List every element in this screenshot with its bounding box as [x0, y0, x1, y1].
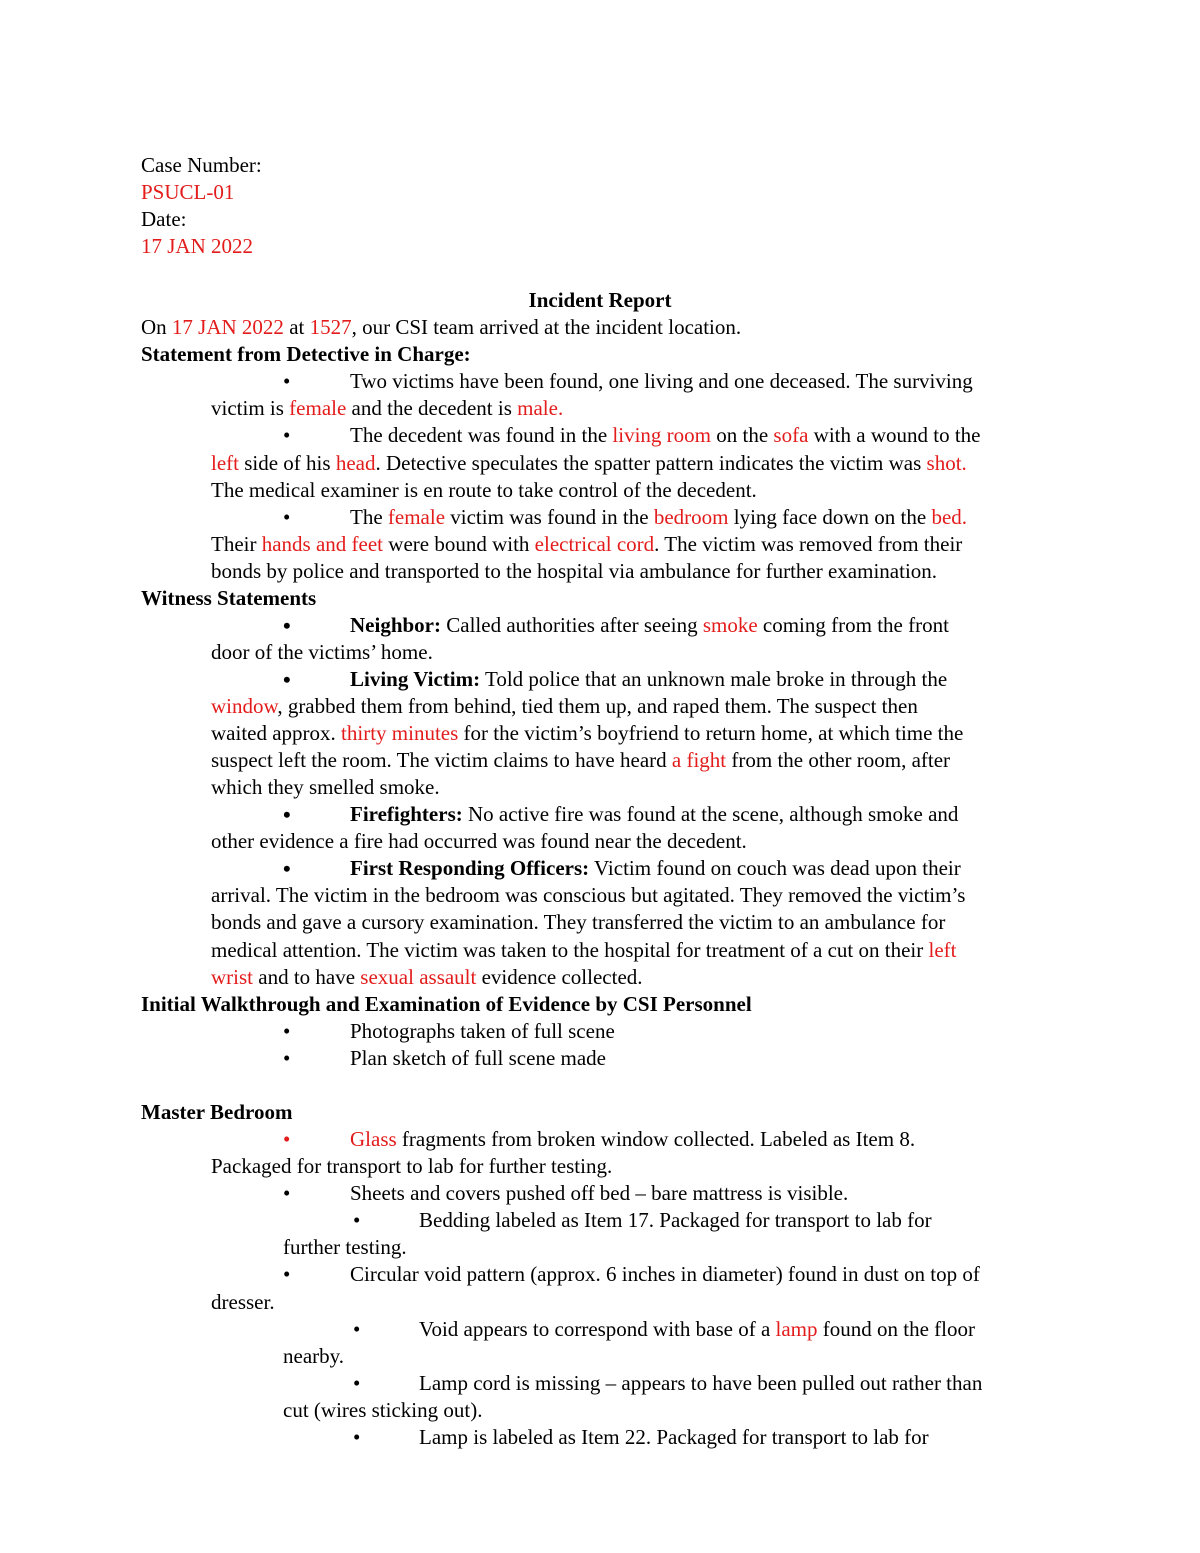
detective-line-1: Two victims have been found, one living and one deceased. The surviving: [350, 369, 973, 393]
bullet: •: [283, 423, 291, 447]
officers-line-5: wrist and to have sexual assault evidence collected.: [211, 965, 643, 989]
officers-line-2: arrival. The victim in the bedroom was conscious but agitated. They removed the victim’s: [211, 883, 966, 907]
detective-line-4: left side of his head. Detective speculates the spatter pattern indicates the victim was shot.: [211, 451, 967, 475]
lamp-cord-line-1: Lamp cord is missing – appears to have been pulled out rather than: [419, 1371, 983, 1395]
report-title: Incident Report: [528, 288, 672, 312]
bullet: •: [283, 505, 291, 529]
sheets-line: Sheets and covers pushed off bed – bare mattress is visible.: [350, 1181, 849, 1205]
living-victim-line-5: which they smelled smoke.: [211, 775, 440, 799]
walkthrough-item-1: Photographs taken of full scene: [350, 1019, 615, 1043]
void-pattern-line-2: dresser.: [211, 1290, 275, 1314]
bullet: •: [283, 1181, 291, 1205]
bedroom-heading: Master Bedroom: [141, 1100, 293, 1124]
witness-heading: Witness Statements: [141, 586, 317, 610]
bullet: •: [353, 1317, 361, 1341]
bullet: •: [283, 856, 291, 881]
date-value: 17 JAN 2022: [141, 234, 254, 258]
detective-line-3: The decedent was found in the living room on the sofa with a wound to the: [350, 423, 981, 447]
void-pattern-line-1: Circular void pattern (approx. 6 inches in diameter) found in dust on top of: [350, 1262, 980, 1286]
officers-line-3: bonds and gave a cursory examination. They transferred the victim to an ambulance for: [211, 910, 946, 934]
date-label: Date:: [141, 207, 187, 231]
bullet: •: [283, 802, 291, 827]
bullet: •: [283, 1127, 291, 1151]
bullet: •: [283, 1262, 291, 1286]
living-victim-line-4: suspect left the room. The victim claims to have heard a fight from the other room, after: [211, 748, 951, 772]
firefighters-line-2: other evidence a fire had occurred was found near the decedent.: [211, 829, 747, 853]
case-number-label: Case Number:: [141, 153, 262, 177]
bullet: •: [283, 369, 291, 393]
detective-line-5: The medical examiner is en route to take control of the decedent.: [211, 478, 757, 502]
officers-line-1: First Responding Officers: Victim found on couch was dead upon their: [350, 856, 961, 880]
detective-line-6: The female victim was found in the bedroom lying face down on the bed.: [350, 505, 968, 529]
living-victim-line-1: Living Victim: Told police that an unknown male broke in through the: [350, 667, 948, 691]
walkthrough-heading: Initial Walkthrough and Examination of Evidence by CSI Personnel: [141, 992, 752, 1016]
bullet: •: [353, 1208, 361, 1232]
detective-line-8: bonds by police and transported to the hospital via ambulance for further examination.: [211, 559, 938, 583]
living-victim-line-3: waited approx. thirty minutes for the victim’s boyfriend to return home, at which time the: [211, 721, 964, 745]
bullet: •: [353, 1371, 361, 1395]
glass-line-1: Glass fragments from broken window collected. Labeled as Item 8.: [350, 1127, 916, 1151]
detective-heading: Statement from Detective in Charge:: [141, 342, 471, 366]
bullet: •: [283, 613, 291, 638]
bullet: •: [283, 1046, 291, 1070]
intro-line: On 17 JAN 2022 at 1527, our CSI team arrived at the incident location.: [141, 315, 742, 339]
case-number-value: PSUCL-01: [141, 180, 235, 204]
detective-line-2: victim is female and the decedent is male.: [211, 396, 564, 420]
bedding-line-1: Bedding labeled as Item 17. Packaged for transport to lab for: [419, 1208, 932, 1232]
neighbor-line-2: door of the victims’ home.: [211, 640, 433, 664]
void-lamp-line-1: Void appears to correspond with base of a lamp found on the floor: [419, 1317, 976, 1341]
bullet: •: [283, 1019, 291, 1043]
void-lamp-line-2: nearby.: [283, 1344, 345, 1368]
walkthrough-item-2: Plan sketch of full scene made: [350, 1046, 606, 1070]
firefighters-line-1: Firefighters: No active fire was found at the scene, although smoke and: [350, 802, 959, 826]
lamp-item-line: Lamp is labeled as Item 22. Packaged for transport to lab for: [419, 1425, 929, 1449]
bullet: •: [353, 1425, 361, 1449]
neighbor-line-1: Neighbor: Called authorities after seeing smoke coming from the front: [350, 613, 949, 637]
bullet: •: [283, 667, 291, 692]
officers-line-4: medical attention. The victim was taken to the hospital for treatment of a cut on their left: [211, 938, 957, 962]
living-victim-line-2: window, grabbed them from behind, tied them up, and raped them. The suspect then: [211, 694, 918, 718]
lamp-cord-line-2: cut (wires sticking out).: [283, 1398, 483, 1422]
bedding-line-2: further testing.: [283, 1235, 407, 1259]
glass-line-2: Packaged for transport to lab for further testing.: [211, 1154, 613, 1178]
detective-line-7: Their hands and feet were bound with electrical cord. The victim was removed from their: [211, 532, 963, 556]
